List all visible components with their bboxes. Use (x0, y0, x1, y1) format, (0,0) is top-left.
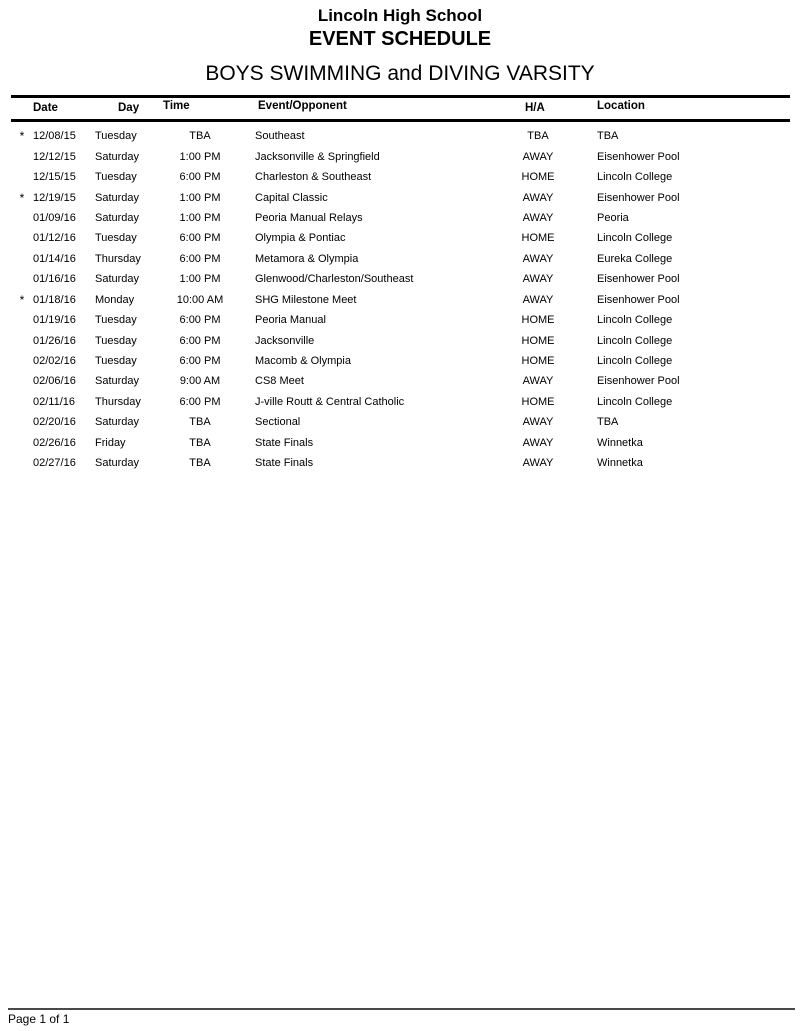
document-header (0, 5, 800, 86)
table-row (11, 392, 790, 412)
cell-location: Eisenhower Pool (597, 191, 680, 204)
column-header-location: Location (597, 100, 645, 112)
cell-ha: AWAY (522, 436, 554, 449)
cell-location: Lincoln College (597, 232, 673, 245)
cell-day: Monday (95, 293, 135, 306)
cell-time: 6:00 PM (179, 171, 221, 184)
cell-time: TBA (189, 416, 211, 429)
cell-ha: HOME (521, 395, 555, 408)
cell-day: Tuesday (95, 334, 137, 347)
cell-ha: AWAY (522, 252, 554, 265)
cell-day: Saturday (95, 375, 140, 388)
cell-location: Eisenhower Pool (597, 150, 680, 163)
page-number: Page 1 of 1 (8, 1012, 70, 1026)
cell-event: Olympia & Pontiac (255, 232, 346, 245)
cell-date: 01/09/16 (33, 211, 76, 224)
column-header-date: Date (33, 102, 58, 114)
column-header-day: Day (118, 102, 140, 114)
cell-event: Capital Classic (255, 191, 328, 204)
cell-ha: AWAY (522, 191, 554, 204)
footer-rule (8, 1008, 795, 1010)
table-row (11, 412, 790, 432)
cell-ha: AWAY (522, 293, 554, 306)
cell-event: Sectional (255, 416, 301, 429)
cell-event: Jacksonville (255, 334, 315, 347)
table-row (11, 126, 790, 146)
table-row (11, 310, 790, 330)
cell-time: TBA (189, 436, 211, 449)
schedule-table (11, 95, 790, 473)
cell-date: 02/02/16 (33, 355, 76, 368)
table-body (11, 126, 790, 473)
cell-event: State Finals (255, 457, 314, 470)
cell-time: 9:00 AM (179, 375, 221, 388)
cell-time: 6:00 PM (179, 232, 221, 245)
cell-date: 02/06/16 (33, 375, 76, 388)
cell-day: Thursday (95, 252, 141, 265)
cell-location: TBA (597, 416, 619, 429)
cell-ha: AWAY (522, 457, 554, 470)
cell-date: 02/11/16 (33, 395, 76, 408)
cell-time: 1:00 PM (179, 211, 221, 224)
cell-time: 6:00 PM (179, 395, 221, 408)
cell-time: 6:00 PM (179, 334, 221, 347)
cell-location: Lincoln College (597, 314, 673, 327)
cell-date: 01/16/16 (33, 273, 76, 286)
table-row (11, 228, 790, 248)
cell-time: 6:00 PM (179, 252, 221, 265)
cell-ha: HOME (521, 334, 555, 347)
cell-ha: HOME (521, 171, 555, 184)
cell-time: 6:00 PM (179, 355, 221, 368)
cell-day: Saturday (95, 191, 140, 204)
cell-day: Saturday (95, 416, 140, 429)
table-row (11, 187, 790, 207)
table-row (11, 208, 790, 228)
table-row (11, 290, 790, 310)
cell-ha: HOME (521, 232, 555, 245)
cell-location: Eureka College (597, 252, 673, 265)
star-marker: * (19, 129, 25, 144)
cell-date: 12/19/15 (33, 191, 76, 204)
cell-ha: AWAY (522, 211, 554, 224)
cell-location: Lincoln College (597, 334, 673, 347)
cell-location: Winnetka (597, 436, 643, 449)
cell-date: 12/08/15 (33, 130, 76, 143)
cell-date: 01/18/16 (33, 293, 76, 306)
cell-location: Lincoln College (597, 171, 673, 184)
cell-day: Saturday (95, 211, 140, 224)
cell-day: Tuesday (95, 171, 137, 184)
cell-time: 1:00 PM (179, 191, 221, 204)
cell-location: Winnetka (597, 457, 643, 470)
cell-time: 1:00 PM (179, 273, 221, 286)
table-row (11, 351, 790, 371)
cell-event: Jacksonville & Springfield (255, 150, 380, 163)
table-row (11, 269, 790, 289)
cell-day: Friday (95, 436, 126, 449)
cell-event: Macomb & Olympia (255, 355, 351, 368)
cell-day: Saturday (95, 273, 140, 286)
cell-date: 01/19/16 (33, 314, 76, 327)
cell-date: 02/27/16 (33, 457, 76, 470)
cell-date: 12/15/15 (33, 171, 76, 184)
star-marker: * (19, 190, 25, 205)
table-row (11, 371, 790, 391)
cell-day: Saturday (95, 457, 140, 470)
cell-event: J-ville Routt & Central Catholic (255, 395, 405, 408)
cell-date: 01/26/16 (33, 334, 76, 347)
table-row (11, 433, 790, 453)
cell-event: SHG Milestone Meet (255, 293, 357, 306)
cell-time: TBA (189, 457, 211, 470)
cell-location: Eisenhower Pool (597, 293, 680, 306)
cell-date: 02/26/16 (33, 436, 76, 449)
cell-location: Lincoln College (597, 355, 673, 368)
cell-event: Peoria Manual Relays (255, 211, 363, 224)
cell-day: Tuesday (95, 232, 137, 245)
cell-location: Peoria (597, 211, 629, 224)
cell-date: 01/12/16 (33, 232, 76, 245)
table-header-bottom-rule (11, 119, 790, 122)
column-header-time: Time (163, 100, 190, 112)
cell-ha: AWAY (522, 416, 554, 429)
cell-ha: HOME (521, 314, 555, 327)
cell-event: Glenwood/Charleston/Southeast (255, 273, 414, 286)
column-header-event: Event/Opponent (258, 100, 347, 112)
table-row (11, 453, 790, 473)
table-row (11, 167, 790, 187)
cell-location: Eisenhower Pool (597, 273, 680, 286)
school-name: Lincoln High School (317, 6, 483, 25)
document-title: EVENT SCHEDULE (308, 28, 492, 50)
cell-ha: HOME (521, 355, 555, 368)
cell-location: Eisenhower Pool (597, 375, 680, 388)
cell-day: Tuesday (95, 314, 137, 327)
star-marker: * (19, 292, 25, 307)
team-subtitle: BOYS SWIMMING and DIVING VARSITY (205, 62, 595, 85)
cell-time: 10:00 AM (176, 293, 224, 306)
cell-time: 6:00 PM (179, 314, 221, 327)
cell-event: Peoria Manual (255, 314, 326, 327)
cell-date: 01/14/16 (33, 252, 76, 265)
cell-time: 1:00 PM (179, 150, 221, 163)
cell-event: State Finals (255, 436, 314, 449)
cell-location: Lincoln College (597, 395, 673, 408)
cell-day: Tuesday (95, 355, 137, 368)
cell-event: CS8 Meet (255, 375, 304, 388)
table-row (11, 249, 790, 269)
cell-day: Tuesday (95, 130, 137, 143)
cell-location: TBA (597, 130, 619, 143)
table-header-row (11, 98, 790, 119)
cell-event: Charleston & Southeast (255, 171, 372, 184)
cell-ha: AWAY (522, 375, 554, 388)
cell-day: Thursday (95, 395, 141, 408)
cell-ha: TBA (527, 130, 549, 143)
cell-event: Southeast (255, 130, 305, 143)
cell-ha: AWAY (522, 150, 554, 163)
cell-date: 02/20/16 (33, 416, 76, 429)
table-row (11, 146, 790, 166)
cell-time: TBA (189, 130, 211, 143)
cell-date: 12/12/15 (33, 150, 76, 163)
cell-day: Saturday (95, 150, 140, 163)
cell-event: Metamora & Olympia (255, 252, 359, 265)
table-row (11, 330, 790, 350)
column-header-ha: H/A (525, 102, 545, 114)
cell-ha: AWAY (522, 273, 554, 286)
